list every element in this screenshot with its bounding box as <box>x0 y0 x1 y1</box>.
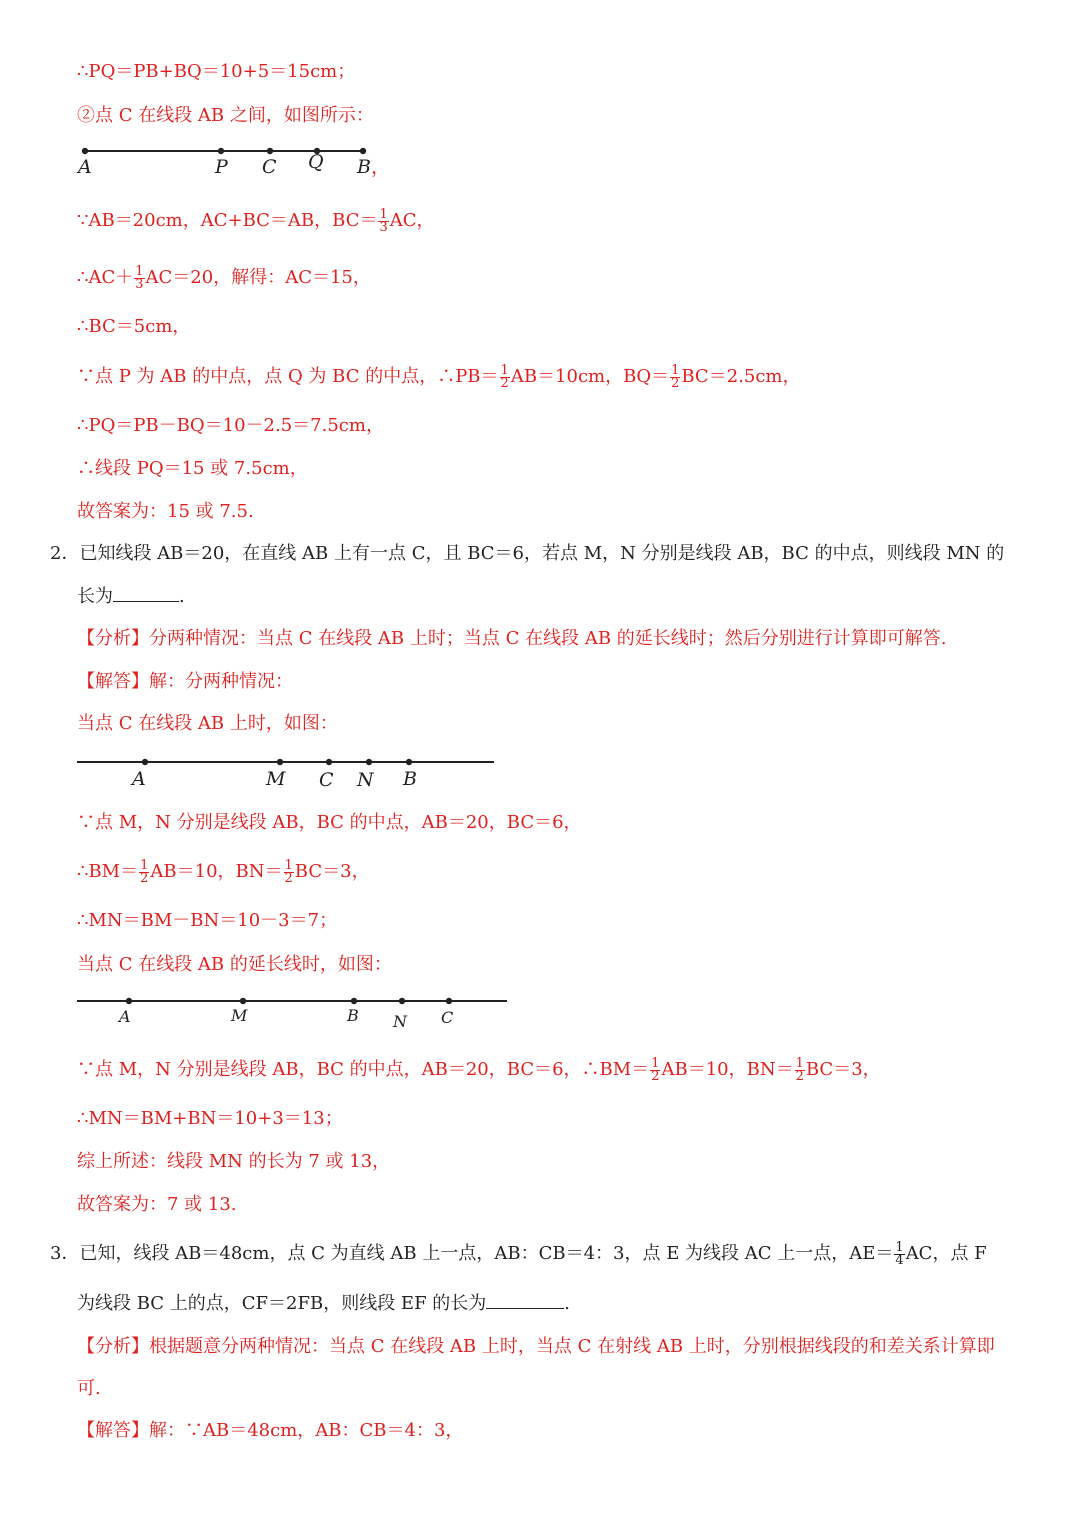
point-label-b: B <box>403 768 417 790</box>
fraction: $\frac{1}{4}$ <box>895 1239 904 1268</box>
point-label-m: M <box>231 1006 248 1025</box>
fraction: $\frac{1}{2}$ <box>671 362 680 391</box>
solution-heading: 【解答】解：∵AB＝48cm，AB：CB＝4：3， <box>77 1420 464 1441</box>
fraction: $\frac{1}{2}$ <box>795 1055 804 1084</box>
point-label-a: A <box>78 156 92 178</box>
point-label-n: N <box>393 1012 407 1031</box>
fraction: $\frac{1}{2}$ <box>284 857 293 886</box>
solution-line: ∴MN＝BM－BN＝10－3＝7； <box>77 910 338 931</box>
point-label-a: A <box>119 1007 131 1026</box>
solution-line: ∴PQ＝PB－BQ＝10－2.5＝7.5cm， <box>77 415 384 436</box>
analysis-line-cont: 可. <box>77 1378 101 1399</box>
case-heading: 当点 C 在线段 AB 的延长线时，如图： <box>77 954 392 975</box>
answer-line: 故答案为：15 或 7.5. <box>77 501 254 522</box>
point-label-q: Q <box>308 151 324 173</box>
fraction: $\frac{1}{3}$ <box>379 206 388 235</box>
solution-line: ∵点 P 为 AB 的中点，点 Q 为 BC 的中点，∴PB＝ $\frac{1}{2}$ AB＝10cm，BQ＝ $\frac{1}{2}$ BC＝2.5cm， <box>77 362 801 391</box>
point-label-c: C <box>262 156 277 178</box>
segment-diagram-1 <box>75 140 395 180</box>
fraction: $\frac{1}{3}$ <box>135 263 144 292</box>
solution-line: ∴MN＝BM+BN＝10+3＝13； <box>77 1108 343 1129</box>
point-label-c: C <box>319 769 334 791</box>
solution-line: ∴AC＋ $\frac{1}{3}$ AC＝20，解得：AC＝15， <box>77 263 371 292</box>
point-label-a: A <box>132 768 146 790</box>
answer-blank[interactable] <box>113 585 179 602</box>
segment-diagram-3 <box>77 992 509 1032</box>
question-2: 2．已知线段 AB＝20，在直线 AB 上有一点 C，且 BC＝6，若点 M，N 分别是线段 AB，BC 的中点，则线段 MN 的 <box>50 543 1005 564</box>
solution-line: ∴PQ＝PB+BQ＝10+5＝15cm； <box>77 61 356 82</box>
answer-line: 故答案为：7 或 13. <box>77 1194 237 1215</box>
point-label-b: B <box>357 156 371 178</box>
solution-line: ∴BC＝5cm， <box>77 316 191 337</box>
solution-line: ∴BM＝ $\frac{1}{2}$ AB＝10，BN＝ $\frac{1}{2}$ BC＝3， <box>77 857 370 886</box>
summary-line: 综上所述：线段 MN 的长为 7 或 13， <box>77 1151 391 1172</box>
question-3-cont: 为线段 BC 上的点，CF＝2FB，则线段 EF 的长为 . <box>77 1293 571 1314</box>
solution-heading: 【解答】解：分两种情况： <box>77 671 293 692</box>
fraction: $\frac{1}{2}$ <box>140 857 149 886</box>
solution-line: ∵AB＝20cm，AC+BC＝AB，BC＝ $\frac{1}{3}$ AC， <box>77 206 435 235</box>
point-label-m: M <box>266 768 286 790</box>
case-heading: 当点 C 在线段 AB 上时，如图： <box>77 713 338 734</box>
analysis-line: 【分析】根据题意分两种情况：当点 C 在线段 AB 上时，当点 C 在射线 AB 上时，分别根据线段的和差关系计算即 <box>77 1336 995 1357</box>
question-3: 3．已知，线段 AB＝48cm，点 C 为直线 AB 上一点，AB：CB＝4：3，点 E 为线段 AC 上一点，AE＝ $\frac{1}{4}$ AC，点 F <box>50 1239 987 1268</box>
point-label-b: B <box>347 1006 359 1025</box>
point-label-p: P <box>215 156 228 178</box>
answer-blank[interactable] <box>486 1292 564 1309</box>
solution-line: ∵点 M，N 分别是线段 AB，BC 的中点，AB＝20，BC＝6， <box>77 812 582 833</box>
analysis-line: 【分析】分两种情况：当点 C 在线段 AB 上时；当点 C 在线段 AB 的延长线时；然后分别进行计算即可解答. <box>77 628 947 649</box>
point-label-c: C <box>441 1008 454 1027</box>
solution-line: ∵点 M，N 分别是线段 AB，BC 的中点，AB＝20，BC＝6，∴BM＝ $\frac{1}{2}$ AB＝10，BN＝ $\frac{1}{2}$ BC＝3， <box>77 1055 881 1084</box>
fraction: $\frac{1}{2}$ <box>651 1055 660 1084</box>
solution-line: ∴线段 PQ＝15 或 7.5cm， <box>77 458 308 479</box>
trailing-comma: ， <box>371 156 391 178</box>
segment-diagram-2 <box>77 752 497 792</box>
point-label-n: N <box>357 769 374 791</box>
question-2-cont: 长为 . <box>77 586 185 607</box>
case-heading: ②点 C 在线段 AB 之间，如图所示： <box>77 105 374 126</box>
fraction: $\frac{1}{2}$ <box>500 362 509 391</box>
